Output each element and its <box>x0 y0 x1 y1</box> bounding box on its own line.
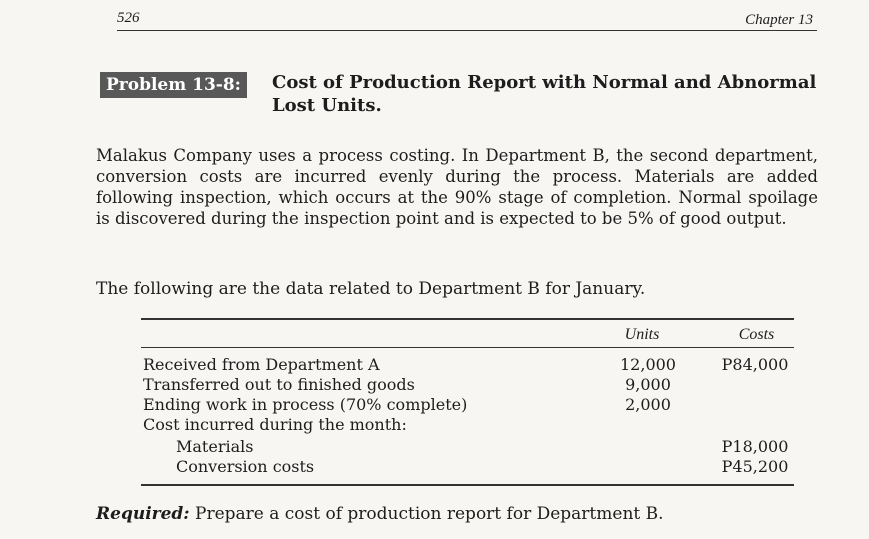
row-costs: P45,200 <box>721 457 789 476</box>
table-row <box>143 457 794 477</box>
row-costs: P84,000 <box>721 355 789 374</box>
row-units: 9,000 <box>625 375 671 394</box>
row-units: 2,000 <box>625 395 671 414</box>
required-text: Prepare a cost of production report for Department B. <box>195 504 664 524</box>
page-header <box>117 8 817 31</box>
units-column-header: Units <box>624 326 660 343</box>
page-number: 526 <box>117 10 140 26</box>
row-label: Conversion costs <box>176 457 315 476</box>
table-header-rule <box>141 347 794 348</box>
table-bottom-rule <box>141 484 794 486</box>
table-row <box>143 395 794 415</box>
table-top-rule <box>141 318 794 320</box>
row-costs: P18,000 <box>721 437 789 456</box>
table-row <box>143 415 794 435</box>
table-row <box>143 437 794 457</box>
row-label: Ending work in process (70% complete) <box>143 395 468 414</box>
row-label: Transferred out to finished goods <box>143 375 415 394</box>
row-label: Cost incurred during the month: <box>143 415 407 434</box>
required-label: Required: <box>96 504 190 524</box>
row-units: 12,000 <box>620 355 676 374</box>
row-label: Received from Department A <box>143 355 380 374</box>
required-statement <box>96 503 818 525</box>
lead-sentence: The following are the data related to Department B for January. <box>96 279 646 299</box>
row-label: Materials <box>176 437 254 456</box>
problem-title: Cost of Production Report with Normal and Abnormal Lost Units. <box>272 72 817 116</box>
intro-paragraph: Malakus Company uses a process costing. In Department B, the second department, conversion costs are incurred evenly during the process. Materials are added following inspection, which occurs at the 90% stage of completion. Normal spoilage is discovered during the inspection point and is expected to be 5% of good output. <box>96 146 818 228</box>
chapter-title: Chapter 13 <box>745 12 813 28</box>
table-row <box>143 375 794 395</box>
costs-column-header: Costs <box>738 326 775 343</box>
problem-label: Problem 13-8: <box>100 72 247 98</box>
table-row <box>143 355 794 375</box>
